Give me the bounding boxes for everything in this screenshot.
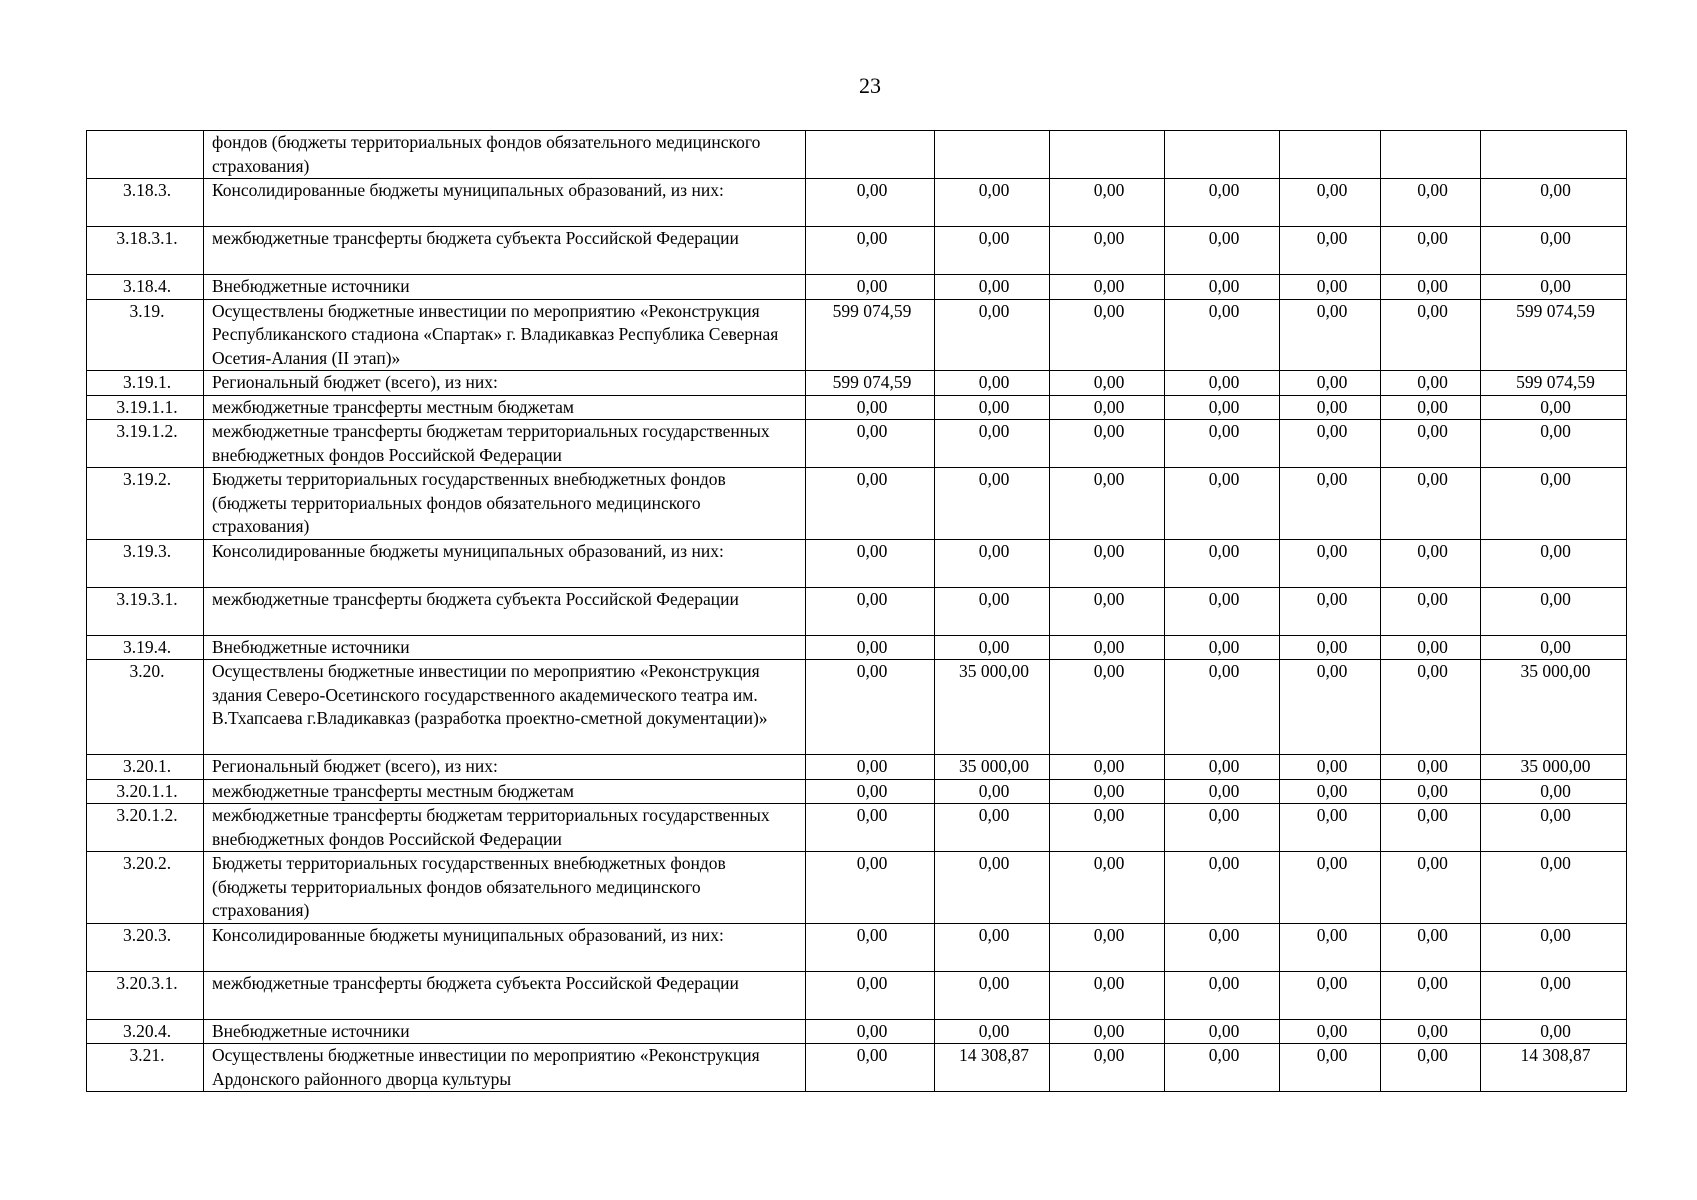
table-row — [87, 971, 1627, 1019]
table-row — [87, 299, 1627, 371]
value-cell: 0,00 — [806, 227, 935, 275]
value-cell: 599 074,59 — [806, 299, 935, 371]
value-cell: 0,00 — [1050, 804, 1165, 852]
value-cell: 0,00 — [806, 539, 935, 587]
value-cell: 0,00 — [935, 1019, 1050, 1044]
row-description: Внебюджетные источники — [204, 275, 806, 300]
value-cell: 0,00 — [1165, 635, 1280, 660]
value-cell: 0,00 — [1165, 539, 1280, 587]
value-cell: 0,00 — [1050, 755, 1165, 780]
value-cell: 0,00 — [1165, 299, 1280, 371]
table-row — [87, 371, 1627, 396]
value-cell: 0,00 — [1165, 971, 1280, 1019]
row-number: 3.20.1.1. — [87, 779, 204, 804]
value-cell: 0,00 — [1280, 275, 1381, 300]
row-number: 3.20.3.1. — [87, 971, 204, 1019]
value-cell: 0,00 — [1165, 923, 1280, 971]
value-cell: 0,00 — [806, 1044, 935, 1092]
row-number: 3.20.1.2. — [87, 804, 204, 852]
table-row — [87, 131, 1627, 179]
row-description: межбюджетные трансферты бюджета субъекта Российской Федерации — [204, 227, 806, 275]
value-cell: 0,00 — [1381, 275, 1481, 300]
value-cell: 0,00 — [1050, 468, 1165, 540]
value-cell: 0,00 — [1165, 468, 1280, 540]
value-cell: 0,00 — [806, 179, 935, 227]
value-cell: 0,00 — [1050, 971, 1165, 1019]
value-cell: 0,00 — [1050, 179, 1165, 227]
value-cell: 0,00 — [806, 635, 935, 660]
value-cell: 0,00 — [1165, 755, 1280, 780]
table-row — [87, 852, 1627, 924]
value-cell: 0,00 — [1381, 923, 1481, 971]
value-cell: 0,00 — [1280, 660, 1381, 755]
value-cell: 0,00 — [1381, 971, 1481, 1019]
page-number: 23 — [859, 73, 881, 98]
value-cell: 0,00 — [1280, 468, 1381, 540]
value-cell: 0,00 — [1050, 275, 1165, 300]
value-cell: 0,00 — [1481, 468, 1627, 540]
row-description: Бюджеты территориальных государственных внебюджетных фондов (бюджеты территориальных фондов обязательного медицинского страхования) — [204, 468, 806, 540]
value-cell — [1481, 131, 1627, 179]
value-cell: 0,00 — [1280, 923, 1381, 971]
value-cell: 0,00 — [1280, 420, 1381, 468]
value-cell: 0,00 — [806, 971, 935, 1019]
value-cell: 0,00 — [1050, 371, 1165, 396]
table-row — [87, 468, 1627, 540]
row-number: 3.20.1. — [87, 755, 204, 780]
value-cell: 0,00 — [1381, 587, 1481, 635]
value-cell: 0,00 — [935, 395, 1050, 420]
row-description: Региональный бюджет (всего), из них: — [204, 371, 806, 396]
value-cell: 0,00 — [1381, 179, 1481, 227]
table-row — [87, 227, 1627, 275]
value-cell: 0,00 — [1381, 852, 1481, 924]
row-description: межбюджетные трансферты бюджетам территориальных государственных внебюджетных фондов Российской Федерации — [204, 804, 806, 852]
value-cell: 0,00 — [1481, 539, 1627, 587]
table-row — [87, 395, 1627, 420]
value-cell: 599 074,59 — [1481, 299, 1627, 371]
row-number: 3.20.3. — [87, 923, 204, 971]
value-cell: 35 000,00 — [935, 660, 1050, 755]
value-cell — [806, 131, 935, 179]
value-cell: 0,00 — [1481, 179, 1627, 227]
table-row — [87, 635, 1627, 660]
value-cell: 0,00 — [1050, 395, 1165, 420]
value-cell: 0,00 — [1481, 635, 1627, 660]
value-cell: 0,00 — [806, 804, 935, 852]
value-cell: 0,00 — [1050, 852, 1165, 924]
value-cell: 0,00 — [935, 179, 1050, 227]
value-cell: 0,00 — [806, 779, 935, 804]
row-description: фондов (бюджеты территориальных фондов обязательного медицинского страхования) — [204, 131, 806, 179]
value-cell: 0,00 — [806, 468, 935, 540]
row-number: 3.19.3. — [87, 539, 204, 587]
table-row — [87, 539, 1627, 587]
value-cell: 0,00 — [1050, 587, 1165, 635]
table-row — [87, 587, 1627, 635]
value-cell: 0,00 — [1481, 275, 1627, 300]
value-cell: 0,00 — [806, 395, 935, 420]
value-cell: 0,00 — [1165, 587, 1280, 635]
value-cell: 599 074,59 — [1481, 371, 1627, 396]
value-cell: 0,00 — [1280, 635, 1381, 660]
table-row — [87, 660, 1627, 755]
value-cell: 0,00 — [935, 804, 1050, 852]
table-row — [87, 1019, 1627, 1044]
value-cell: 0,00 — [1381, 804, 1481, 852]
value-cell: 0,00 — [935, 299, 1050, 371]
value-cell: 0,00 — [806, 923, 935, 971]
value-cell: 0,00 — [1381, 779, 1481, 804]
row-number: 3.20.2. — [87, 852, 204, 924]
value-cell: 0,00 — [806, 660, 935, 755]
table-row — [87, 420, 1627, 468]
value-cell: 0,00 — [1165, 275, 1280, 300]
value-cell: 0,00 — [935, 779, 1050, 804]
value-cell: 0,00 — [1481, 779, 1627, 804]
row-description: Осуществлены бюджетные инвестиции по мероприятию «Реконструкция Ардонского районного дворца культуры — [204, 1044, 806, 1092]
row-number: 3.19.1.2. — [87, 420, 204, 468]
value-cell: 35 000,00 — [1481, 755, 1627, 780]
value-cell: 0,00 — [806, 1019, 935, 1044]
row-description: Внебюджетные источники — [204, 635, 806, 660]
value-cell: 0,00 — [935, 275, 1050, 300]
value-cell: 0,00 — [1280, 179, 1381, 227]
value-cell — [1381, 131, 1481, 179]
row-number: 3.19.3.1. — [87, 587, 204, 635]
table-row — [87, 755, 1627, 780]
value-cell: 0,00 — [1280, 227, 1381, 275]
row-number: 3.20. — [87, 660, 204, 755]
value-cell: 0,00 — [1280, 587, 1381, 635]
value-cell — [1165, 131, 1280, 179]
value-cell: 0,00 — [1381, 1044, 1481, 1092]
value-cell: 0,00 — [806, 755, 935, 780]
value-cell: 0,00 — [1381, 420, 1481, 468]
value-cell: 0,00 — [1165, 395, 1280, 420]
row-number: 3.19.1. — [87, 371, 204, 396]
value-cell: 0,00 — [1381, 227, 1481, 275]
value-cell: 0,00 — [1280, 779, 1381, 804]
value-cell: 14 308,87 — [935, 1044, 1050, 1092]
value-cell: 0,00 — [1165, 660, 1280, 755]
value-cell: 0,00 — [935, 587, 1050, 635]
value-cell — [1050, 131, 1165, 179]
value-cell: 0,00 — [1050, 420, 1165, 468]
value-cell: 0,00 — [1050, 1019, 1165, 1044]
value-cell: 0,00 — [1165, 804, 1280, 852]
value-cell: 0,00 — [1165, 179, 1280, 227]
value-cell: 0,00 — [1280, 804, 1381, 852]
value-cell: 0,00 — [1165, 420, 1280, 468]
table-row — [87, 779, 1627, 804]
row-description: Консолидированные бюджеты муниципальных образований, из них: — [204, 179, 806, 227]
row-description: Консолидированные бюджеты муниципальных образований, из них: — [204, 923, 806, 971]
value-cell: 0,00 — [1280, 755, 1381, 780]
value-cell: 0,00 — [1050, 539, 1165, 587]
value-cell: 0,00 — [1381, 371, 1481, 396]
value-cell: 0,00 — [1280, 299, 1381, 371]
table-row — [87, 1044, 1627, 1092]
value-cell: 0,00 — [1381, 395, 1481, 420]
value-cell: 0,00 — [1381, 660, 1481, 755]
value-cell: 0,00 — [1481, 1019, 1627, 1044]
value-cell: 0,00 — [1165, 227, 1280, 275]
value-cell: 35 000,00 — [935, 755, 1050, 780]
value-cell: 0,00 — [1050, 779, 1165, 804]
value-cell: 0,00 — [935, 852, 1050, 924]
value-cell: 0,00 — [1280, 1044, 1381, 1092]
value-cell — [1280, 131, 1381, 179]
row-description: Бюджеты территориальных государственных внебюджетных фондов (бюджеты территориальных фондов обязательного медицинского страхования) — [204, 852, 806, 924]
value-cell: 0,00 — [1280, 371, 1381, 396]
value-cell: 0,00 — [1481, 804, 1627, 852]
row-description: Региональный бюджет (всего), из них: — [204, 755, 806, 780]
value-cell: 0,00 — [1481, 587, 1627, 635]
value-cell: 0,00 — [935, 371, 1050, 396]
value-cell: 0,00 — [1165, 1044, 1280, 1092]
value-cell: 0,00 — [1381, 468, 1481, 540]
value-cell: 14 308,87 — [1481, 1044, 1627, 1092]
value-cell: 0,00 — [1481, 852, 1627, 924]
value-cell: 0,00 — [1165, 779, 1280, 804]
value-cell: 0,00 — [1280, 971, 1381, 1019]
row-description: Консолидированные бюджеты муниципальных образований, из них: — [204, 539, 806, 587]
value-cell: 0,00 — [935, 539, 1050, 587]
row-number: 3.20.4. — [87, 1019, 204, 1044]
value-cell: 0,00 — [1050, 660, 1165, 755]
value-cell: 0,00 — [935, 635, 1050, 660]
value-cell: 0,00 — [1280, 539, 1381, 587]
value-cell: 0,00 — [935, 468, 1050, 540]
row-number: 3.18.3.1. — [87, 227, 204, 275]
row-description: межбюджетные трансферты бюджета субъекта Российской Федерации — [204, 971, 806, 1019]
row-description: Осуществлены бюджетные инвестиции по мероприятию «Реконструкция здания Северо-Осетинского государственного академического театра им. В.Тхапсаева г.Владикавказ (разработка проектно-сметной документации)» — [204, 660, 806, 755]
row-description: межбюджетные трансферты местным бюджетам — [204, 395, 806, 420]
value-cell: 0,00 — [1381, 755, 1481, 780]
table-row — [87, 804, 1627, 852]
value-cell: 0,00 — [806, 275, 935, 300]
value-cell: 0,00 — [1050, 227, 1165, 275]
value-cell: 0,00 — [1481, 923, 1627, 971]
row-number — [87, 131, 204, 179]
value-cell: 0,00 — [1050, 635, 1165, 660]
value-cell: 0,00 — [1165, 371, 1280, 396]
value-cell: 0,00 — [1481, 420, 1627, 468]
value-cell — [935, 131, 1050, 179]
table-row — [87, 923, 1627, 971]
row-description: межбюджетные трансферты бюджета субъекта Российской Федерации — [204, 587, 806, 635]
value-cell: 0,00 — [806, 420, 935, 468]
table-row — [87, 179, 1627, 227]
row-description: Осуществлены бюджетные инвестиции по мероприятию «Реконструкция Республиканского стадиона «Спартак» г. Владикавказ Республика Северная Осетия-Алания (II этап)» — [204, 299, 806, 371]
value-cell: 0,00 — [1381, 299, 1481, 371]
value-cell: 0,00 — [1381, 539, 1481, 587]
row-number: 3.19. — [87, 299, 204, 371]
value-cell: 35 000,00 — [1481, 660, 1627, 755]
budget-table — [86, 130, 1627, 1092]
row-description: межбюджетные трансферты бюджетам территориальных государственных внебюджетных фондов Российской Федерации — [204, 420, 806, 468]
row-number: 3.19.1.1. — [87, 395, 204, 420]
row-description: Внебюджетные источники — [204, 1019, 806, 1044]
row-number: 3.19.2. — [87, 468, 204, 540]
value-cell: 0,00 — [1280, 395, 1381, 420]
value-cell: 0,00 — [1381, 1019, 1481, 1044]
value-cell: 0,00 — [1165, 1019, 1280, 1044]
value-cell: 0,00 — [1280, 852, 1381, 924]
value-cell: 0,00 — [1050, 1044, 1165, 1092]
value-cell: 599 074,59 — [806, 371, 935, 396]
value-cell: 0,00 — [1165, 852, 1280, 924]
row-description: межбюджетные трансферты местным бюджетам — [204, 779, 806, 804]
value-cell: 0,00 — [1481, 395, 1627, 420]
value-cell: 0,00 — [1050, 923, 1165, 971]
value-cell: 0,00 — [935, 971, 1050, 1019]
row-number: 3.18.3. — [87, 179, 204, 227]
value-cell: 0,00 — [806, 852, 935, 924]
row-number: 3.18.4. — [87, 275, 204, 300]
value-cell: 0,00 — [1481, 971, 1627, 1019]
value-cell: 0,00 — [1381, 635, 1481, 660]
value-cell: 0,00 — [935, 923, 1050, 971]
table-row — [87, 275, 1627, 300]
value-cell: 0,00 — [1280, 1019, 1381, 1044]
value-cell: 0,00 — [1050, 299, 1165, 371]
value-cell: 0,00 — [935, 227, 1050, 275]
table-body — [87, 131, 1627, 1092]
value-cell: 0,00 — [806, 587, 935, 635]
value-cell: 0,00 — [935, 420, 1050, 468]
value-cell: 0,00 — [1481, 227, 1627, 275]
row-number: 3.19.4. — [87, 635, 204, 660]
row-number: 3.21. — [87, 1044, 204, 1092]
